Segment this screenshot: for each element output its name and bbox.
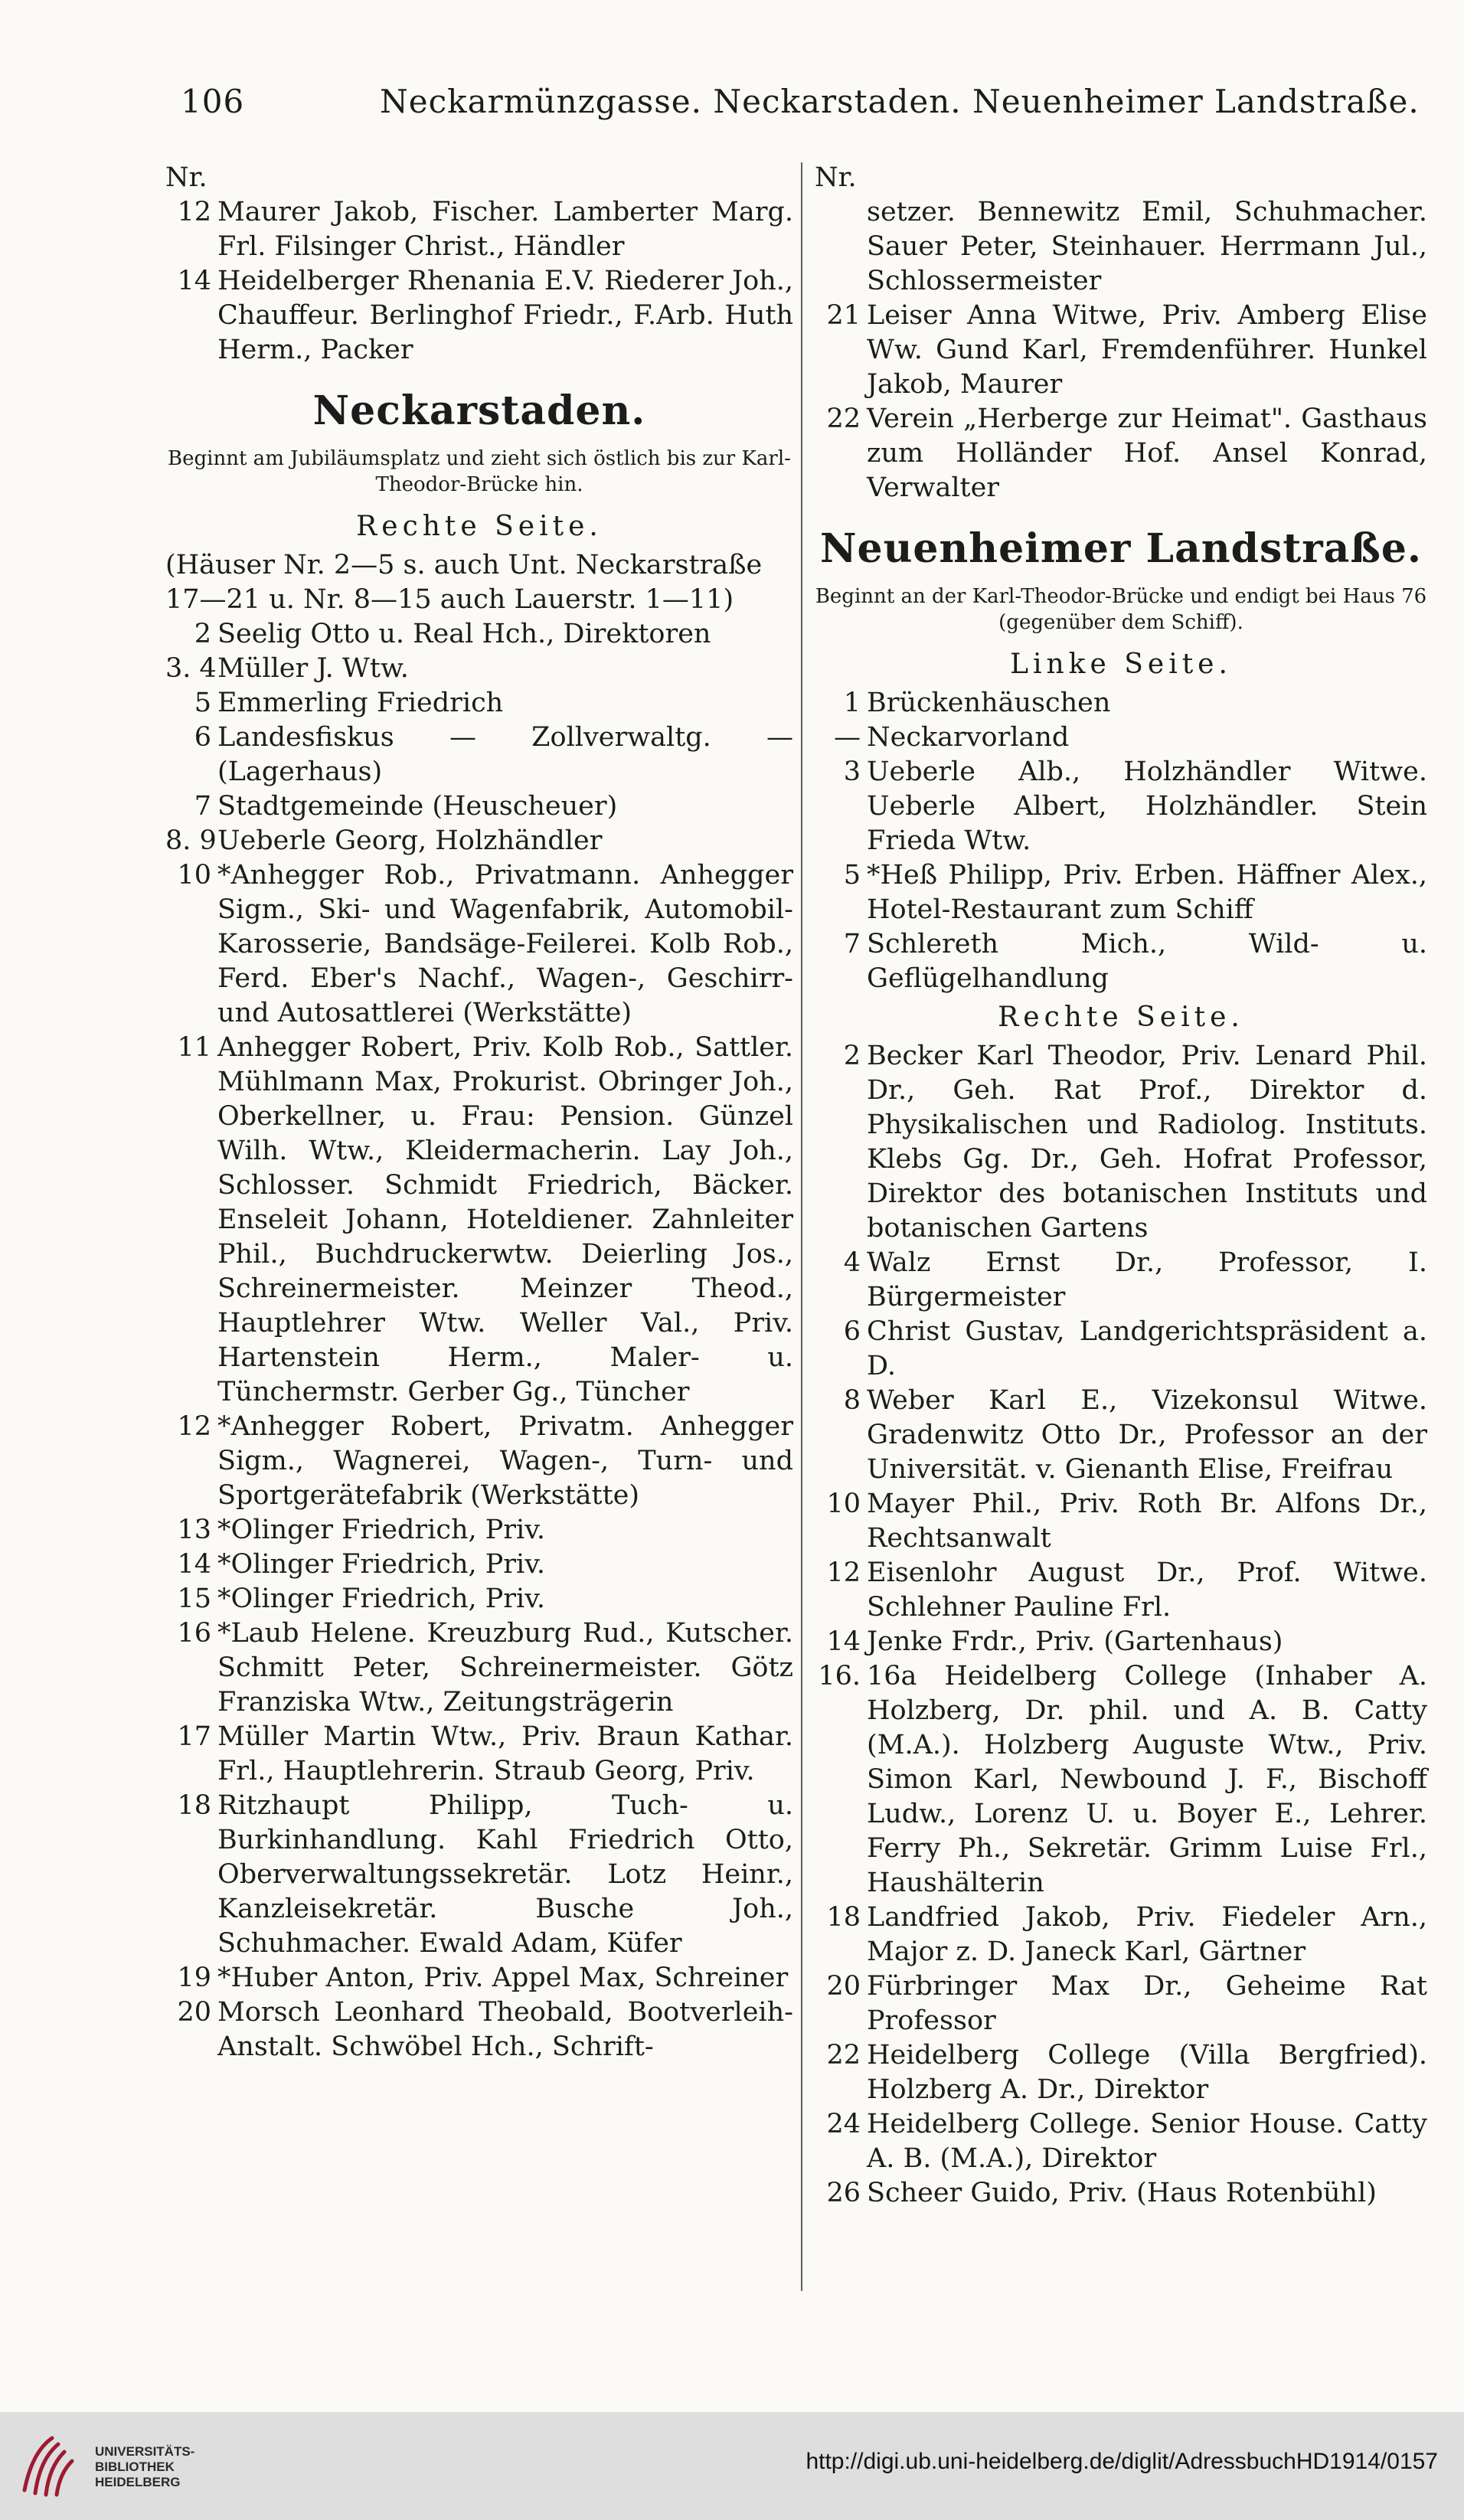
address-entry bbox=[815, 721, 1427, 755]
address-entry bbox=[815, 195, 1427, 299]
library-logo-icon bbox=[17, 2429, 87, 2499]
page-number: 106 bbox=[181, 83, 245, 120]
resident-text: Landesfiskus — Zollverwaltg. — (Lagerhaus) bbox=[217, 722, 793, 787]
address-entry bbox=[815, 2038, 1427, 2107]
left-column bbox=[165, 161, 793, 2064]
resident-text: Ueberle Alb., Holzhändler Witwe. Ueberle Albert, Holzhändler. Stein Frieda Wtw. bbox=[867, 757, 1427, 856]
house-number: 3. 4 bbox=[165, 653, 217, 684]
address-entry bbox=[815, 1487, 1427, 1556]
house-number: — bbox=[834, 722, 861, 753]
house-number: 14 bbox=[177, 266, 211, 296]
source-url-link[interactable]: http://digi.ub.uni-heidelberg.de/diglit/AdressbuchHD1914/0157 bbox=[806, 2449, 1438, 2474]
side-label-right: Rechte Seite. bbox=[356, 511, 603, 542]
address-entry bbox=[815, 1659, 1427, 1901]
address-entry bbox=[165, 583, 793, 617]
left-entries bbox=[165, 583, 793, 2064]
address-entry bbox=[815, 1315, 1427, 1384]
house-number: 6 bbox=[194, 722, 211, 753]
library-name bbox=[95, 2444, 194, 2490]
resident-text: Müller Martin Wtw., Priv. Braun Kathar. Frl., Hauptlehrerin. Straub Georg, Priv. bbox=[217, 1721, 793, 1786]
address-entry bbox=[165, 824, 793, 858]
house-number: 7 bbox=[194, 791, 211, 822]
house-number: 8. 9 bbox=[165, 825, 217, 856]
house-number: 5 bbox=[194, 688, 211, 718]
resident-text: *Olinger Friedrich, Priv. bbox=[217, 1584, 545, 1614]
address-entry bbox=[165, 686, 793, 721]
footer-bar bbox=[0, 2412, 1464, 2520]
house-number: 4 bbox=[843, 1247, 861, 1278]
resident-text: Mayer Phil., Priv. Roth Br. Alfons Dr., Rechtsanwalt bbox=[867, 1489, 1427, 1554]
address-entry bbox=[815, 1039, 1427, 1246]
section-description: Beginnt an der Karl-Theodor-Brücke und endigt bei Haus 76 (gegenüber dem Schiff). bbox=[815, 585, 1427, 634]
resident-text: Heidelberg College (Villa Bergfried). Holzberg A. Dr., Direktor bbox=[867, 2040, 1427, 2105]
house-number: 14 bbox=[177, 1549, 211, 1580]
address-entry bbox=[165, 1513, 793, 1548]
resident-text: Stadtgemeinde (Heuscheuer) bbox=[217, 791, 618, 822]
column-divider bbox=[801, 162, 802, 2291]
resident-text: Schlereth Mich., Wild- u. Geflügelhandlung bbox=[867, 929, 1427, 994]
resident-text: *Olinger Friedrich, Priv. bbox=[217, 1515, 545, 1545]
resident-text: *Olinger Friedrich, Priv. bbox=[217, 1549, 545, 1580]
house-number: 5 bbox=[843, 860, 861, 891]
resident-text: Maurer Jakob, Fischer. Lamberter Marg. Frl. Filsinger Christ., Händler bbox=[217, 197, 793, 262]
resident-text: *Heß Philipp, Priv. Erben. Häffner Alex., Hotel-Restaurant zum Schiff bbox=[867, 860, 1427, 925]
resident-text: Landfried Jakob, Priv. Fiedeler Arn., Major z. D. Janeck Karl, Gärtner bbox=[867, 1902, 1427, 1967]
address-entry bbox=[815, 1969, 1427, 2038]
library-name-line: BIBLIOTHEK bbox=[95, 2460, 175, 2474]
address-entry bbox=[815, 1901, 1427, 1969]
address-entry bbox=[165, 1548, 793, 1582]
resident-text: *Laub Helene. Kreuzburg Rud., Kutscher. Schmitt Peter, Schreinermeister. Götz Franziska Wtw., Zeitungsträgerin bbox=[217, 1618, 793, 1718]
house-number: 18 bbox=[826, 1902, 861, 1933]
address-entry bbox=[815, 2176, 1427, 2211]
address-entry bbox=[815, 299, 1427, 402]
resident-text: Becker Karl Theodor, Priv. Lenard Phil. Dr., Geh. Rat Prof., Direktor d. Physikalischen und Radiolog. Instituts. Klebs Gg. Dr., Geh. Hofrat Professor, Direktor des botanischen Instituts und botanischen Gartens bbox=[867, 1041, 1427, 1244]
house-number: 11 bbox=[177, 1032, 211, 1063]
resident-text: Neckarvorland bbox=[867, 722, 1070, 753]
resident-text: Eisenlohr August Dr., Prof. Witwe. Schlehner Pauline Frl. bbox=[867, 1557, 1427, 1623]
address-entry bbox=[815, 858, 1427, 927]
house-number: 12 bbox=[177, 1411, 211, 1442]
resident-text: Emmerling Friedrich bbox=[217, 688, 504, 718]
resident-text: Fürbringer Max Dr., Geheime Rat Professor bbox=[867, 1971, 1427, 2036]
address-entry bbox=[165, 617, 793, 652]
resident-text: Jenke Frdr., Priv. (Gartenhaus) bbox=[867, 1626, 1283, 1657]
house-number: 18 bbox=[177, 1790, 211, 1821]
resident-text: setzer. Bennewitz Emil, Schuhmacher. Sauer Peter, Steinhauer. Herrmann Jul., Schlossermeister bbox=[867, 197, 1427, 296]
house-number: 12 bbox=[177, 197, 211, 227]
resident-text: Nr. 8—15 auch Lauerstr. 1—11) bbox=[303, 584, 734, 615]
house-number: 24 bbox=[826, 2109, 861, 2139]
house-number: 3 bbox=[843, 757, 861, 787]
address-entry bbox=[815, 927, 1427, 996]
resident-text: 16a Heidelberg College (Inhaber A. Holzberg, Dr. phil. und A. B. Catty (M.A.). Holzberg Auguste Wtw., Priv. Simon Karl, Newbound J. F., Bischoff Ludw., Lorenz U. u. Boyer E., Lehrer. Ferry Ph., Sekretär. Grimm Luise Frl., Haushälterin bbox=[867, 1661, 1427, 1898]
address-entry bbox=[815, 402, 1427, 505]
address-entry bbox=[165, 195, 793, 264]
house-number: 10 bbox=[826, 1489, 861, 1519]
address-entry bbox=[165, 789, 793, 824]
resident-text: *Anhegger Robert, Privatm. Anhegger Sigm., Wagnerei, Wagen-, Turn- und Sportgerätefabrik (Werkstätte) bbox=[217, 1411, 793, 1511]
house-number: 1 bbox=[843, 688, 861, 718]
resident-text: Walz Ernst Dr., Professor, I. Bürgermeister bbox=[867, 1247, 1427, 1312]
house-number: 19 bbox=[177, 1963, 211, 1993]
address-entry bbox=[165, 652, 793, 686]
house-number: 16. bbox=[818, 1661, 861, 1691]
resident-text: Scheer Guido, Priv. (Haus Rotenbühl) bbox=[867, 2178, 1377, 2208]
resident-text: Weber Karl E., Vizekonsul Witwe. Gradenwitz Otto Dr., Professor an der Universität. v. Gienanth Elise, Freifrau bbox=[867, 1385, 1427, 1485]
right-side-entries bbox=[815, 1039, 1427, 2211]
left-side-entries bbox=[815, 686, 1427, 996]
house-number: 17 bbox=[177, 1721, 211, 1752]
nr-heading: Nr. bbox=[165, 162, 208, 193]
page-header bbox=[181, 83, 1420, 129]
house-note: (Häuser Nr. 2—5 s. auch Unt. Neckarstraße bbox=[165, 550, 763, 580]
address-entry bbox=[165, 858, 793, 1031]
house-number: 20 bbox=[177, 1997, 211, 2028]
house-number: 22 bbox=[826, 404, 861, 434]
house-number: 13 bbox=[177, 1515, 211, 1545]
resident-text: Ritzhaupt Philipp, Tuch- u. Burkinhandlung. Kahl Friedrich Otto, Oberverwaltungssekretär. Lotz Heinr., Kanzleisekretär. Busche Joh., Schuhmacher. Ewald Adam, Küfer bbox=[217, 1790, 793, 1959]
resident-text: Verein „Herberge zur Heimat". Gasthaus zum Holländer Hof. Ansel Konrad, Verwalter bbox=[867, 404, 1427, 503]
side-label-left: Linke Seite. bbox=[1010, 649, 1232, 680]
address-entry bbox=[815, 1384, 1427, 1487]
house-number: 17—21 u. bbox=[165, 584, 295, 615]
address-entry bbox=[165, 264, 793, 368]
house-number: 21 bbox=[826, 300, 861, 331]
resident-text: Brückenhäuschen bbox=[867, 688, 1111, 718]
resident-text: Heidelberg College. Senior House. Catty A. B. (M.A.), Direktor bbox=[867, 2109, 1427, 2174]
house-number: 15 bbox=[177, 1584, 211, 1614]
address-entry bbox=[165, 721, 793, 789]
address-entry bbox=[815, 1246, 1427, 1315]
right-continued-entries bbox=[815, 195, 1427, 505]
address-entry bbox=[815, 1625, 1427, 1659]
section-description: Beginnt am Jubiläumsplatz und zieht sich östlich bis zur Karl-Theodor-Brücke hin. bbox=[168, 447, 791, 496]
house-number: 14 bbox=[826, 1626, 861, 1657]
house-number: 10 bbox=[177, 860, 211, 891]
resident-text: Christ Gustav, Landgerichtspräsident a. D. bbox=[867, 1316, 1427, 1381]
house-number: 26 bbox=[826, 2178, 861, 2208]
nr-heading: Nr. bbox=[815, 162, 857, 193]
house-number: 8 bbox=[843, 1385, 861, 1416]
library-name-line: HEIDELBERG bbox=[95, 2475, 181, 2489]
address-entry bbox=[165, 1995, 793, 2064]
resident-text: *Huber Anton, Priv. Appel Max, Schreiner bbox=[217, 1963, 789, 1993]
section-title-neuenheimer-landstrasse: Neuenheimer Landstraße. bbox=[819, 525, 1423, 572]
house-number: 2 bbox=[843, 1041, 861, 1071]
address-entry bbox=[165, 1789, 793, 1961]
resident-text: Ueberle Georg, Holzhändler bbox=[217, 825, 603, 856]
left-top-entries bbox=[165, 195, 793, 368]
address-entry bbox=[165, 1720, 793, 1789]
resident-text: Seelig Otto u. Real Hch., Direktoren bbox=[217, 619, 711, 649]
address-entry bbox=[815, 686, 1427, 721]
side-label-right: Rechte Seite. bbox=[998, 1002, 1244, 1033]
library-name-line: UNIVERSITÄTS- bbox=[95, 2444, 195, 2459]
address-entry bbox=[165, 1031, 793, 1410]
resident-text: Anhegger Robert, Priv. Kolb Rob., Sattler. Mühlmann Max, Prokurist. Obringer Joh., Oberkellner, u. Frau: Pension. Günzel Wilh. Wtw., Kleidermacherin. Lay Joh., Schlosser. Schmidt Friedrich, Bäcker. Enseleit Johann, Hoteldiener. Zahnleiter Phil., Buchdruckerwtw. Deierling Jos., Schreinermeister. Meinzer Theod., Hauptlehrer Wtw. Weller Val., Priv. Hartenstein Herm., Maler- u. Tünchermstr. Gerber Gg., Tüncher bbox=[217, 1032, 793, 1407]
house-number: 12 bbox=[826, 1557, 861, 1588]
house-number: 20 bbox=[826, 1971, 861, 2002]
resident-text: Müller J. Wtw. bbox=[217, 653, 409, 684]
address-entry bbox=[815, 2107, 1427, 2176]
address-entry bbox=[815, 1556, 1427, 1625]
resident-text: Morsch Leonhard Theobald, Bootverleih-Anstalt. Schwöbel Hch., Schrift- bbox=[217, 1997, 793, 2062]
resident-text: *Anhegger Rob., Privatmann. Anhegger Sigm., Ski- und Wagenfabrik, Automobil-Karosserie, Bandsäge-Feilerei. Kolb Rob., Ferd. Eber's Nachf., Wagen-, Geschirr- und Autosattlerei (Werkstätte) bbox=[217, 860, 793, 1028]
resident-text: Heidelberger Rhenania E.V. Riederer Joh., Chauffeur. Berlinghof Friedr., F.Arb. Huth Herm., Packer bbox=[217, 266, 793, 365]
address-entry bbox=[165, 1961, 793, 1995]
address-entry bbox=[815, 755, 1427, 858]
resident-text: Leiser Anna Witwe, Priv. Amberg Elise Ww. Gund Karl, Fremdenführer. Hunkel Jakob, Maurer bbox=[867, 300, 1427, 400]
house-number: 16 bbox=[177, 1618, 211, 1649]
address-entry bbox=[165, 1410, 793, 1513]
right-column bbox=[815, 161, 1427, 2211]
section-title-neckarstaden: Neckarstaden. bbox=[312, 387, 646, 434]
address-entry bbox=[165, 1582, 793, 1616]
house-number: 6 bbox=[843, 1316, 861, 1347]
running-title: Neckarmünzgasse. Neckarstaden. Neuenheimer Landstraße. bbox=[380, 83, 1420, 120]
address-entry bbox=[165, 1616, 793, 1720]
house-number: 7 bbox=[843, 929, 861, 959]
house-number: 22 bbox=[826, 2040, 861, 2071]
house-number: 2 bbox=[194, 619, 211, 649]
